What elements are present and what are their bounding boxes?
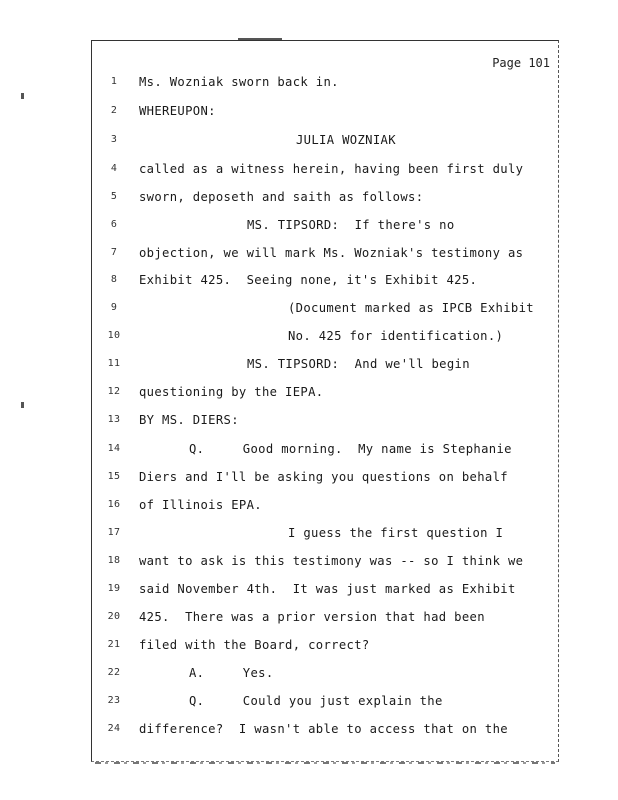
line-text: filed with the Board, correct?	[139, 638, 370, 652]
line-text: difference? I wasn't able to access that on the	[139, 722, 508, 736]
transcript-line	[92, 301, 562, 325]
transcript-line	[92, 666, 562, 690]
line-number: 7	[110, 247, 118, 258]
transcript-line	[92, 75, 562, 99]
line-text: want to ask is this testimony was -- so I think we	[139, 554, 524, 568]
line-number: 3	[110, 134, 118, 145]
page-number: Page 101	[492, 56, 550, 70]
line-number: 17	[107, 527, 121, 538]
line-number: 16	[107, 499, 121, 510]
transcript-line	[92, 470, 562, 494]
transcript-line	[92, 526, 562, 550]
transcript-line	[92, 273, 562, 297]
line-text: of Illinois EPA.	[139, 498, 262, 512]
line-number: 15	[107, 471, 121, 482]
line-number: 6	[110, 219, 118, 230]
line-text: BY MS. DIERS:	[139, 413, 239, 427]
line-number: 22	[107, 667, 121, 678]
transcript-line	[92, 610, 562, 634]
transcript-line	[92, 357, 562, 381]
line-number: 4	[110, 163, 118, 174]
line-number: 2	[110, 105, 118, 116]
line-number: 18	[107, 555, 121, 566]
transcript-line	[92, 162, 562, 186]
line-text: JULIA WOZNIAK	[296, 133, 396, 147]
line-number: 10	[107, 330, 121, 341]
line-number: 11	[107, 358, 121, 369]
transcript-line	[92, 218, 562, 242]
transcript-line	[92, 385, 562, 409]
transcript-line	[92, 722, 562, 746]
line-number: 21	[107, 639, 121, 650]
line-number: 14	[107, 443, 121, 454]
transcript-line	[92, 413, 562, 437]
line-text: called as a witness herein, having been first duly	[139, 162, 524, 176]
transcript-line	[92, 442, 562, 466]
line-text: MS. TIPSORD: If there's no	[247, 218, 455, 232]
line-number: 19	[107, 583, 121, 594]
transcript-line	[92, 554, 562, 578]
line-text: 425. There was a prior version that had been	[139, 610, 485, 624]
line-number: 23	[107, 695, 121, 706]
line-text: Exhibit 425. Seeing none, it's Exhibit 425.	[139, 273, 478, 287]
scan-noise-bottom	[95, 762, 555, 764]
line-number: 9	[110, 302, 118, 313]
line-text: Ms. Wozniak sworn back in.	[139, 75, 339, 89]
scan-speck	[21, 402, 24, 408]
transcript-line	[92, 498, 562, 522]
line-number: 12	[107, 386, 121, 397]
line-text: Q. Good morning. My name is Stephanie	[189, 442, 512, 456]
line-number: 24	[107, 723, 121, 734]
line-number: 13	[107, 414, 121, 425]
transcript-line	[92, 582, 562, 606]
transcript-line	[92, 694, 562, 718]
line-text: No. 425 for identification.)	[288, 329, 504, 343]
transcript-line	[92, 329, 562, 353]
transcript-line	[92, 133, 562, 157]
transcript-line	[92, 246, 562, 270]
line-text: (Document marked as IPCB Exhibit	[288, 301, 534, 315]
line-number: 8	[110, 274, 118, 285]
line-number: 5	[110, 191, 118, 202]
transcript-line	[92, 190, 562, 214]
line-text: questioning by the IEPA.	[139, 385, 324, 399]
transcript-line	[92, 638, 562, 662]
scan-speck	[21, 93, 24, 99]
line-text: WHEREUPON:	[139, 104, 216, 118]
line-text: Diers and I'll be asking you questions on behalf	[139, 470, 508, 484]
line-number: 1	[110, 76, 118, 87]
line-text: Q. Could you just explain the	[189, 694, 443, 708]
line-text: said November 4th. It was just marked as Exhibit	[139, 582, 516, 596]
line-text: A. Yes.	[189, 666, 274, 680]
line-text: sworn, deposeth and saith as follows:	[139, 190, 424, 204]
line-text: MS. TIPSORD: And we'll begin	[247, 357, 470, 371]
line-text: objection, we will mark Ms. Wozniak's testimony as	[139, 246, 524, 260]
line-number: 20	[107, 611, 121, 622]
line-text: I guess the first question I	[288, 526, 504, 540]
transcript-line	[92, 104, 562, 128]
